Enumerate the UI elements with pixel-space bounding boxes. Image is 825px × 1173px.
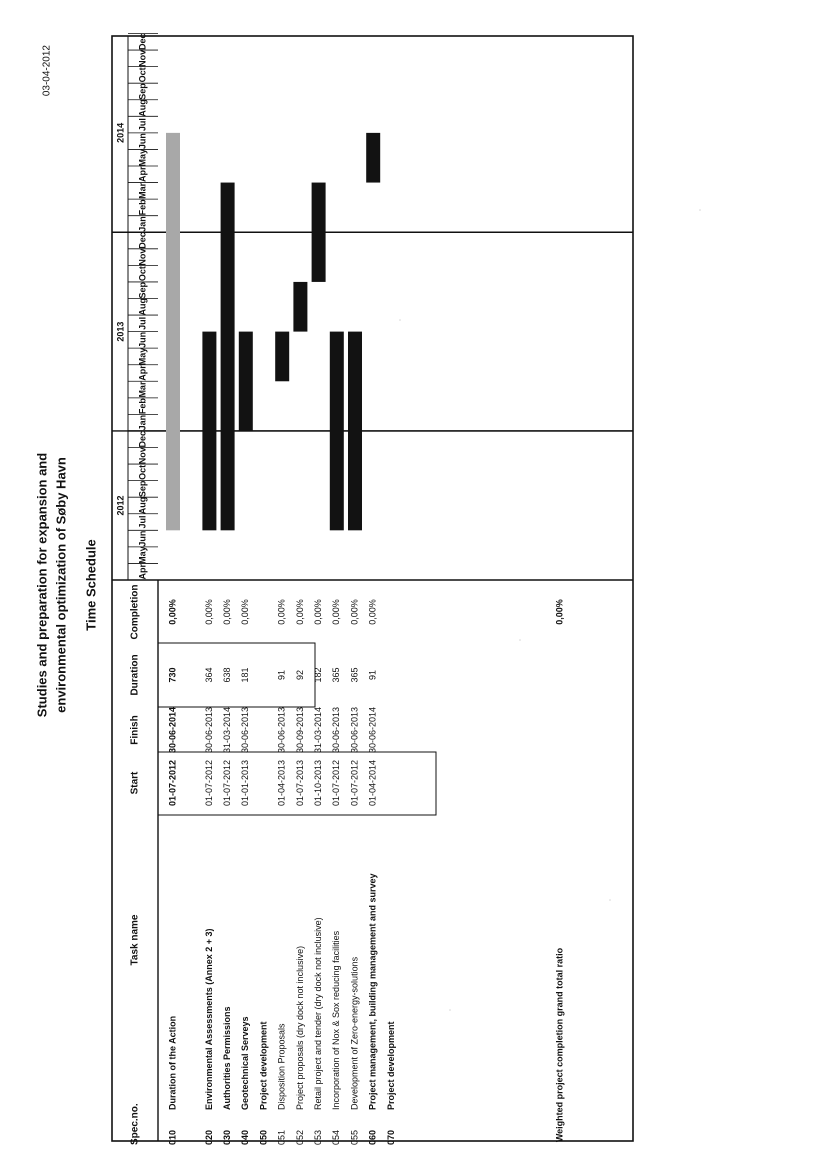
month-label: Jul bbox=[137, 118, 148, 132]
task-name: Environmental Assessments (Annex 2 + 3) bbox=[203, 928, 214, 1110]
task-completion: 0,00% bbox=[240, 599, 251, 625]
task-name: Project management, building management and survey bbox=[367, 873, 378, 1110]
task-name: Project development bbox=[385, 1021, 396, 1110]
document-title-line-1: Studies and preparation for expansion and bbox=[34, 452, 50, 718]
task-spec: 010 bbox=[167, 1129, 178, 1145]
task-completion: 0,00% bbox=[203, 599, 214, 625]
scan-specks bbox=[399, 209, 701, 1011]
task-start: 01-07-2012 bbox=[331, 759, 342, 807]
task-spec: 030 bbox=[221, 1129, 232, 1145]
task-finish: 30-06-2013 bbox=[203, 706, 214, 754]
month-label: Feb bbox=[137, 199, 148, 216]
task-name: Development of Zero-energy-solutions bbox=[349, 956, 360, 1110]
month-label: Apr bbox=[137, 563, 148, 580]
column-header-duration: Duration bbox=[129, 654, 141, 696]
task-duration: 364 bbox=[203, 667, 214, 683]
task-spec: 040 bbox=[240, 1129, 251, 1145]
task-duration: 365 bbox=[331, 667, 342, 683]
gantt-bar bbox=[348, 332, 362, 531]
task-name: Project development bbox=[258, 1021, 269, 1110]
year-label: 2012 bbox=[115, 495, 126, 516]
task-name: Authorities Permissions bbox=[221, 1006, 232, 1110]
schedule-table bbox=[112, 34, 633, 1145]
gantt-bar bbox=[202, 332, 216, 531]
task-completion: 0,00% bbox=[349, 599, 360, 625]
month-label: Jun bbox=[137, 331, 148, 348]
column-header-start: Start bbox=[129, 771, 141, 795]
task-name: Incorporation of Nox & Sox reducing facilities bbox=[331, 930, 342, 1110]
task-completion: 0,00% bbox=[331, 599, 342, 625]
task-duration: 638 bbox=[221, 667, 232, 683]
task-finish: 30-06-2013 bbox=[349, 706, 360, 754]
task-finish: 30-06-2013 bbox=[331, 706, 342, 754]
month-label: Aug bbox=[137, 298, 148, 316]
year-label: 2014 bbox=[115, 122, 126, 143]
column-header-spec: Spec.no. bbox=[129, 1103, 141, 1145]
month-label: Oct bbox=[137, 464, 148, 480]
task-finish: 30-09-2013 bbox=[294, 706, 305, 754]
task-spec: 070 bbox=[385, 1129, 396, 1145]
month-label: Nov bbox=[137, 49, 148, 67]
task-duration: 182 bbox=[312, 667, 323, 683]
task-spec: 060 bbox=[367, 1129, 378, 1145]
task-spec: 052 bbox=[294, 1129, 305, 1145]
task-spec: 051 bbox=[276, 1129, 287, 1145]
month-label: Sep bbox=[137, 480, 148, 498]
gantt-bar bbox=[293, 282, 307, 332]
task-start: 01-07-2012 bbox=[167, 759, 178, 807]
task-start: 01-07-2012 bbox=[349, 759, 360, 807]
task-completion: 0,00% bbox=[167, 599, 178, 625]
gantt-bar bbox=[366, 133, 380, 183]
gantt-bar-grey bbox=[166, 133, 180, 530]
column-header-finish: Finish bbox=[129, 715, 141, 745]
month-label: Dec bbox=[137, 430, 148, 448]
month-label: Oct bbox=[137, 266, 148, 282]
year-label: 2013 bbox=[115, 321, 126, 342]
month-label: Jan bbox=[137, 414, 148, 431]
month-label: Jul bbox=[137, 515, 148, 529]
task-name: Project proposals (dry dock not inclusive) bbox=[294, 945, 305, 1110]
task-name: Disposition Proposals bbox=[276, 1023, 287, 1110]
gantt-chart bbox=[166, 133, 380, 530]
task-spec: 050 bbox=[258, 1129, 269, 1145]
task-completion: 0,00% bbox=[367, 599, 378, 625]
task-finish: 30-06-2014 bbox=[167, 706, 178, 754]
month-label: Aug bbox=[137, 496, 148, 515]
month-label: Nov bbox=[137, 447, 148, 465]
column-header-task: Task name bbox=[129, 914, 141, 966]
task-name: Geotechnical Serveys bbox=[240, 1016, 251, 1110]
task-name: Retail project and tender (dry dock not inclusive) bbox=[312, 917, 323, 1110]
task-duration: 730 bbox=[167, 667, 178, 683]
month-label: Mar bbox=[137, 381, 148, 398]
document-subtitle: Time Schedule bbox=[83, 539, 99, 631]
task-name: Duration of the Action bbox=[167, 1015, 178, 1110]
task-completion: 0,00% bbox=[312, 599, 323, 625]
task-finish: 30-06-2013 bbox=[240, 706, 251, 754]
gantt-bar bbox=[330, 332, 344, 531]
month-label: Sep bbox=[137, 83, 148, 100]
month-label: Jul bbox=[137, 316, 148, 330]
task-start: 01-04-2014 bbox=[367, 759, 378, 807]
grand-total-label: Weighted project completion grand total ratio bbox=[554, 947, 565, 1143]
task-completion: 0,00% bbox=[276, 599, 287, 625]
task-finish: 31-03-2014 bbox=[312, 706, 323, 754]
task-duration: 181 bbox=[240, 667, 251, 683]
task-start: 01-07-2012 bbox=[203, 759, 214, 807]
task-start: 01-07-2013 bbox=[294, 759, 305, 807]
duration-column-box bbox=[158, 643, 315, 707]
gantt-bar bbox=[312, 183, 326, 282]
grand-total-value: 0,00% bbox=[554, 599, 565, 625]
document-date: 03-04-2012 bbox=[41, 45, 53, 97]
month-label: Apr bbox=[137, 166, 148, 183]
task-spec: 054 bbox=[331, 1129, 342, 1145]
month-label: Sep bbox=[137, 281, 148, 299]
gantt-bar bbox=[239, 332, 253, 431]
month-label: Mar bbox=[137, 182, 148, 199]
task-completion: 0,00% bbox=[221, 599, 232, 625]
task-spec: 055 bbox=[349, 1129, 360, 1145]
task-finish: 31-03-2014 bbox=[221, 706, 232, 754]
task-finish: 30-06-2013 bbox=[276, 706, 287, 754]
task-duration: 92 bbox=[294, 669, 305, 681]
month-label: Jun bbox=[137, 530, 148, 547]
task-spec: 053 bbox=[312, 1129, 323, 1145]
gantt-bar bbox=[221, 183, 235, 531]
task-duration: 365 bbox=[349, 667, 360, 683]
month-label: Feb bbox=[137, 398, 148, 415]
month-label: May bbox=[137, 546, 148, 564]
document-title-line-2: environmental optimization of Søby Havn bbox=[53, 457, 69, 713]
month-label: Nov bbox=[137, 248, 148, 266]
month-label: May bbox=[137, 148, 148, 167]
column-header-completion: Completion bbox=[129, 584, 141, 640]
task-spec: 020 bbox=[203, 1129, 214, 1145]
task-completion: 0,00% bbox=[294, 599, 305, 625]
month-label: Dec bbox=[137, 232, 148, 249]
task-start: 01-10-2013 bbox=[312, 759, 323, 807]
task-duration: 91 bbox=[276, 669, 287, 681]
month-label: Oct bbox=[137, 67, 148, 83]
month-label: Jun bbox=[137, 133, 148, 150]
task-duration: 91 bbox=[367, 669, 378, 681]
month-label: Jan bbox=[137, 216, 148, 232]
task-finish: 30-06-2014 bbox=[367, 706, 378, 754]
task-start: 01-04-2013 bbox=[276, 759, 287, 807]
month-label: Dec bbox=[137, 33, 148, 51]
gantt-bar bbox=[275, 332, 289, 382]
task-start: 01-07-2012 bbox=[221, 759, 232, 807]
month-label: Apr bbox=[137, 365, 148, 381]
month-label: May bbox=[137, 347, 148, 366]
task-start: 01-01-2013 bbox=[240, 759, 251, 807]
month-label: Aug bbox=[137, 99, 148, 117]
